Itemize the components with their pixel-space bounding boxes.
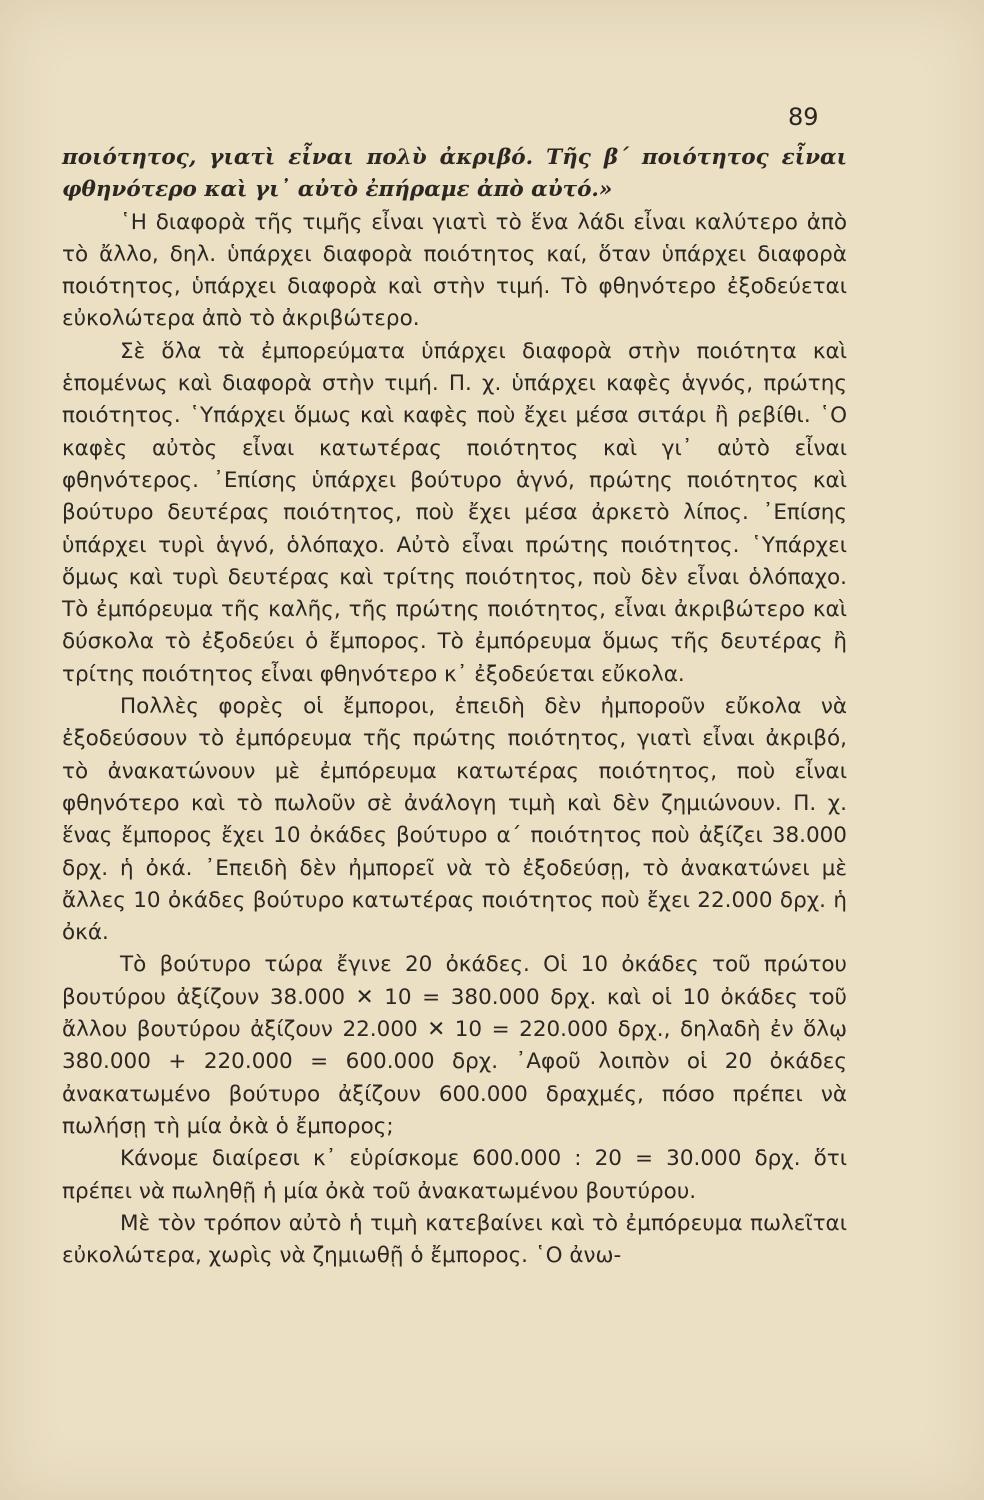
body-text xyxy=(62,142,847,1272)
paragraph-conclusion: Μὲ τὸν τρόπον αὐτὸ ἡ τιμὴ κατεβαίνει καὶ τὸ ἐμπόρευμα πωλεῖται εὐκολώτερα, χωρὶς νὰ ζημιωθῇ ὁ ἔμπορος. ῾Ο ἀνω- xyxy=(62,1210,847,1269)
paragraph-quote-continuation: ποιότητος, γιατὶ εἶναι πολὺ ἀκριβό. Τῆς β΄ ποιότητος εἶναι φθηνότερο καὶ γι᾽ αὐτὸ ἐπήραμε ἀπὸ αὐτό.» xyxy=(62,145,847,203)
page-number: 89 xyxy=(788,103,819,131)
paragraph-division: Κάνομε διαίρεσι κ᾽ εὑρίσκομε 600.000 : 20 = 30.000 δρχ. ὅτι πρέπει νὰ πωληθῇ ἡ μία ὀκὰ τοῦ ἀνακατωμένου βουτύρου. xyxy=(62,1146,847,1204)
paragraph-butter-calculation: Τὸ βούτυρο τώρα ἔγινε 20 ὀκάδες. Οἱ 10 ὀκάδες τοῦ πρώτου βουτύρου ἀξίζουν 38.000 ✕ 10 = 380.000 δρχ. καὶ οἱ 10 ὀκάδες τοῦ ἄλλου βουτύρου ἀξίζουν 22.000 ✕ 10 = 220.000 δρχ., δηλαδὴ ἐν ὅλῳ 380.000 + 220.000 = 600.000 δρχ. ᾿Αφοῦ λοιπὸν οἱ 20 ὀκάδες ἀνακατωμένο βούτυρο ἀξίζουν 600.000 δραχμές, πόσο πρέπει νὰ πωλήσῃ τὴ μία ὀκὰ ὁ ἔμπορος; xyxy=(62,952,847,1139)
paragraph-price-difference: ῾Η διαφορὰ τῆς τιμῆς εἶναι γιατὶ τὸ ἕνα λάδι εἶναι καλύτερο ἀπὸ τὸ ἄλλο, δηλ. ὑπάρχει διαφορὰ ποιότητος καί, ὅταν ὑπάρχει διαφορὰ ποιότητος, ὑπάρχει διαφορὰ καὶ στὴν τιμή. Τὸ φθηνότερο ἐξοδεύεται εὐκολώτερα ἀπὸ τὸ ἀκριβώτερο. xyxy=(62,209,847,332)
paragraph-quality-examples: Σὲ ὅλα τὰ ἐμπορεύματα ὑπάρχει διαφορὰ στὴν ποιότητα καὶ ἑπομένως καὶ διαφορὰ στὴν τιμή. Π. χ. ὑπάρχει καφὲς ἁγνός, πρώτης ποιότητος. ῾Υπάρχει ὅμως καὶ καφὲς ποὺ ἔχει μέσα σιτάρι ἢ ρεβίθι. ῾Ο καφὲς αὐτὸς εἶναι κατωτέρας ποιότητος καὶ γι᾽ αὐτὸ εἶναι φθηνότερος. ᾿Επίσης ὑπάρχει βούτυρο ἁγνό, πρώτης ποιότητος καὶ βούτυρο δευτέρας ποιότητος, ποὺ ἔχει μέσα ἀρκετὸ λίπος. ᾿Επίσης ὑπάρχει τυρὶ ἁγνό, ὁλόπαχο. Αὐτὸ εἶναι πρώτης ποιότητος. ῾Υπάρχει ὅμως καὶ τυρὶ δευτέρας καὶ τρίτης ποιότητος, ποὺ δὲν εἶναι ὁλόπαχο. Τὸ ἐμπόρευμα τῆς καλῆς, τῆς πρώτης ποιότητος, εἶναι ἀκριβώτερο καὶ δύσκολα τὸ ἐξοδεύει ὁ ἔμπορος. Τὸ ἐμπόρευμα ὅμως τῆς δευτέρας ἢ τρίτης ποιότητος εἶναι φθηνότερο κ᾽ ἐξοδεύεται εὔκολα. xyxy=(62,338,847,687)
paragraph-merchants-mixing: Πολλὲς φορὲς οἱ ἔμποροι, ἐπειδὴ δὲν ἠμποροῦν εὔκολα νὰ ἐξοδεύσουν τὸ ἐμπόρευμα τῆς πρώτης ποιότητος, γιατὶ εἶναι ἀκριβό, τὸ ἀνακατώνουν μὲ ἐμπόρευμα κατωτέρας ποιότητος, ποὺ εἶναι φθηνότερο καὶ τὸ πωλοῦν σὲ ἀνάλογη τιμὴ καὶ δὲν ζημιώνουν. Π. χ. ἕνας ἔμπορος ἔχει 10 ὀκάδες βούτυρο α΄ ποιότητος ποὺ ἀξίζει 38.000 δρχ. ἡ ὀκά. ᾿Επειδὴ δὲν ἠμπορεῖ νὰ τὸ ἐξοδεύσῃ, τὸ ἀνακατώνει μὲ ἄλλες 10 ὀκάδες βούτυρο κατωτέρας ποιότητος ποὺ ἔχει 22.000 δρχ. ἡ ὀκά. xyxy=(62,694,847,946)
